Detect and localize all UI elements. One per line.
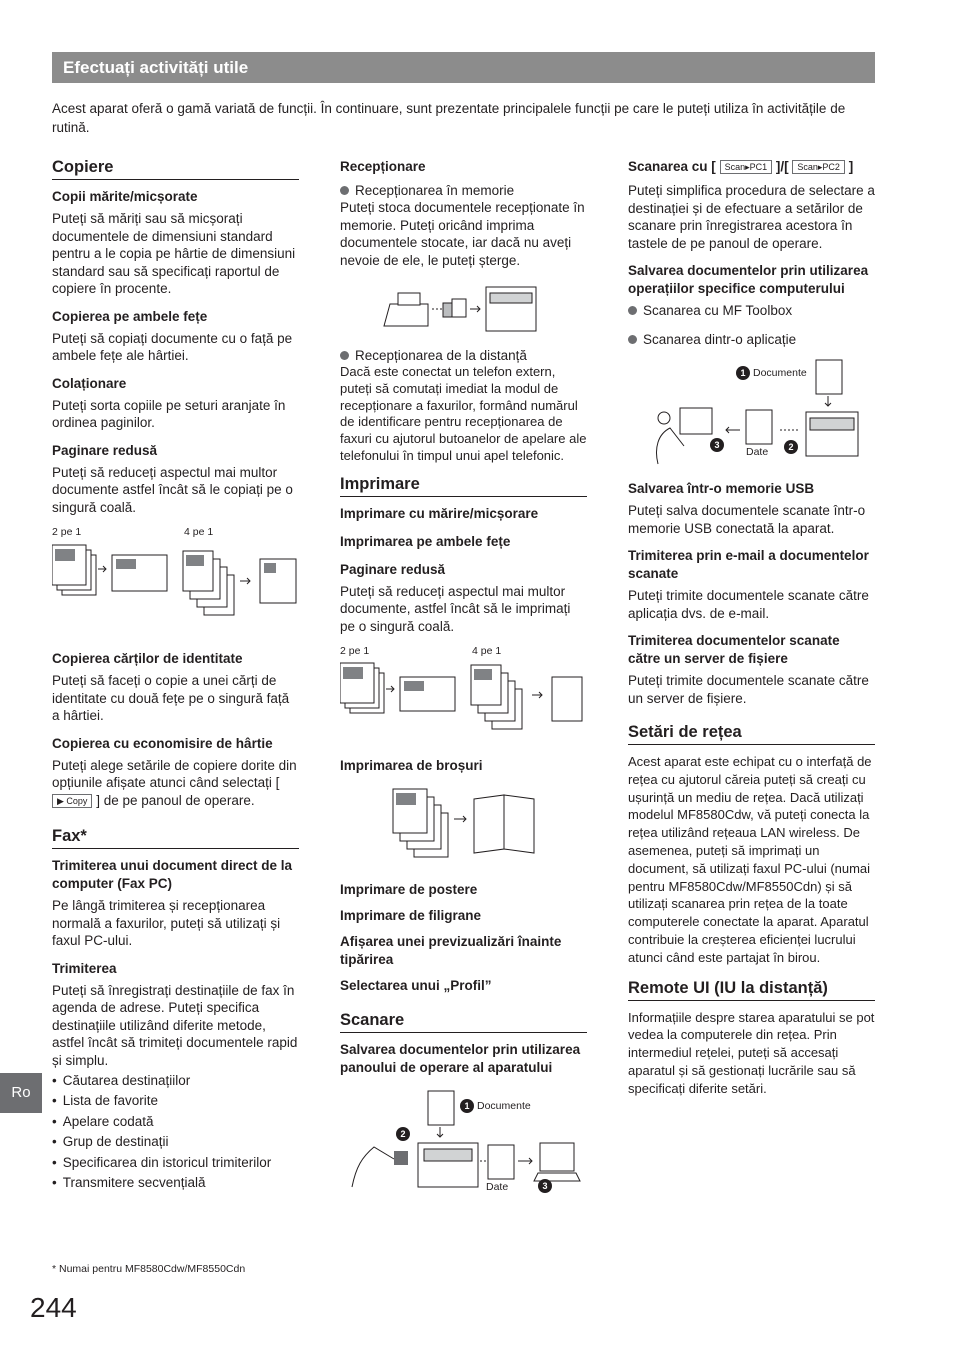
scan-pc-b2: [628, 331, 875, 348]
remote-text: Informațiile despre starea aparatului se pot vedea la computerele din rețea. Prin intermediul rețelei, puteți să accesați aparatul și să gestionați lucrările sau să specificați diferite setări.: [628, 1009, 875, 1096]
scan-panel-figure: [340, 1087, 587, 1197]
scan-pc-b1-label: Scanarea cu MF Toolbox: [643, 303, 793, 318]
receptionare-b2: [340, 347, 587, 364]
receptionare-b2-label: Recepționarea de la distanță: [355, 348, 527, 363]
imprimare-s2-title: Imprimarea pe ambele fețe: [340, 533, 511, 549]
fig-date-label: Date: [746, 446, 769, 458]
fax-s2-title: Trimiterea: [52, 960, 117, 976]
imprimare-s4-title: Imprimarea de broșuri: [340, 758, 483, 774]
copiere-heading: Copiere: [52, 158, 299, 180]
nup-figure-copy: [52, 526, 299, 636]
copiere-s6-text: [52, 757, 299, 810]
receptionare-b1-text: Puteți stoca documentele recepționate în memorie. Puteți oricând imprima documentele stocate, iar dacă nu aveți nevoie de ele, le puteți șterge.: [340, 200, 585, 268]
copiere-s6-text-b: ] de pe panoul de operare.: [96, 792, 255, 808]
copiere-s1-title: Copii mărite/micșorate: [52, 189, 198, 204]
bullet-dot-icon: [340, 351, 349, 360]
column-middle: [340, 158, 587, 1197]
scan-key-text: Puteți simplifica procedura de selectare a destinației și de efectuare a setărilor de scanare prin înregistrarea acestora în tastele de pe panoul de operare.: [628, 183, 875, 251]
nup-illustration: [52, 541, 299, 636]
label-2in1: 2 pe 1: [340, 645, 370, 658]
server-title: Trimiterea documentelor scanate către un server de fișiere: [628, 633, 840, 666]
step-number-2: 2: [396, 1127, 410, 1141]
bullet-dot-icon: [340, 186, 349, 195]
email-title: Trimiterea prin e-mail a documentelor scanate: [628, 548, 869, 581]
column-right: [628, 158, 875, 1108]
imprimare-s5-title: Imprimare de postere: [340, 882, 478, 898]
receptionare-b1: [340, 182, 587, 199]
scan-pc1-key: Scan▸PC1: [720, 160, 773, 174]
list-item: • Specificarea din istoricul trimiterilor: [52, 1153, 299, 1173]
list-item: • Apelare codată: [52, 1112, 299, 1132]
copiere-s5-title: Copierea cărților de identitate: [52, 651, 243, 666]
fax-heading: Fax*: [52, 827, 299, 849]
copiere-s1-text: Puteți să măriți sau să micșorați documentele de dimensiuni standard pentru a le copia pe hârtie de dimensiuni standard sau să specificați raportul de copiere în procente.: [52, 211, 296, 296]
imprimare-heading: Imprimare: [340, 475, 587, 497]
scan-key-title-a: Scanarea cu [: [628, 159, 716, 174]
scanare-s1-title: Salvarea documentelor prin utilizarea panoului de operare al aparatului: [340, 1042, 581, 1076]
server-text: Puteți trimite documentele scanate către un server de fișiere.: [628, 673, 869, 706]
copiere-s3-text: Puteți sorta copiile pe seturi aranjate în ordinea paginilor.: [52, 397, 286, 430]
nup-figure-print: [340, 645, 587, 745]
bullet-dot-icon: [628, 306, 637, 315]
copy-key: [52, 794, 92, 808]
scan-pc-b2-label: Scanarea dintr-o aplicație: [643, 332, 797, 347]
language-tab: Ro: [0, 1073, 42, 1113]
section-banner: [52, 52, 875, 83]
banner-title: Efectuați activități utile: [63, 58, 249, 77]
copiere-s6-title: Copierea cu economisire de hârtie: [52, 735, 273, 751]
fig-date-label: Date: [486, 1181, 509, 1194]
receptionare-b2-text: Dacă este conectat un telefon extern, puteți să comutați imediat la modul de recepționare a faxurilor, formând numărul de identificare pentru recepționarea de faxuri cu ajutorul butoanelor de apelare ale telefonului în timpul unui apel telefonic.: [340, 364, 587, 463]
label-4in1: 4 pe 1: [472, 645, 502, 658]
scan-key-title-mid: ]/[: [775, 159, 789, 174]
copiere-s2-text: Puteți să copiați documente cu o față pe ambele fețe ale hârtiei.: [52, 330, 293, 363]
fax-s1-text: Pe lângă trimiterea și recepționarea normală a faxurilor, puteți să utilizați și faxul PC-ului.: [52, 898, 281, 948]
copiere-s6-text-a: Puteți alege setările de copiere dorite din opțiunile afișate atunci când selectați [: [52, 757, 297, 790]
copy-key-label: Copy: [66, 795, 88, 806]
scanare-heading: Scanare: [340, 1011, 587, 1033]
usb-title: Salvarea într-o memorie USB: [628, 481, 815, 496]
scan-pc-b1: [628, 302, 875, 319]
list-item: • Grup de destinații: [52, 1132, 299, 1152]
label-4in1: 4 pe 1: [184, 526, 214, 538]
booklet-illustration: [340, 779, 587, 869]
email-text: Puteți trimite documentele scanate către aplicația dvs. de e-mail.: [628, 588, 869, 621]
copy-key-icon: ▶: [57, 795, 67, 806]
scan-pc-title: Salvarea documentelor prin utilizarea operațiilor specifice computerului: [628, 263, 869, 296]
copiere-s4-title: Paginare redusă: [52, 442, 158, 458]
copiere-s2-title: Copierea pe ambele fețe: [52, 308, 208, 324]
list-item: • Căutarea destinațiilor: [52, 1071, 299, 1091]
imprimare-s1-title: Imprimare cu mărire/micșorare: [340, 505, 539, 521]
label-2in1: 2 pe 1: [52, 526, 82, 538]
remote-heading: Remote UI (IU la distanță): [628, 979, 875, 1001]
fig-documente-label: Documente: [477, 1100, 531, 1113]
scan-pc-figure: [628, 358, 875, 468]
intro-text: Acest aparat oferă o gamă variată de funcții. În continuare, sunt prezentate principalele funcții pe care le puteți utiliza în activitățile de rutină.: [52, 101, 846, 135]
scan-key-title-b: ]: [848, 159, 854, 174]
fig-documente-label: Documente: [753, 367, 807, 379]
bullet-dot-icon: [628, 335, 637, 344]
imprimare-s6-title: Imprimare de filigrane: [340, 908, 482, 924]
imprimare-s7-title: Afișarea unei previzualizări înainte tipărirea: [340, 934, 562, 968]
scan-pc2-key: Scan▸PC2: [792, 160, 845, 174]
imprimare-s8-title: Selectarea unui „Profil”: [340, 978, 492, 994]
list-item: • Lista de favorite: [52, 1091, 299, 1111]
copiere-s4-text: Puteți să reduceți aspectul mai multor documente astfel încât să le copiați pe o singură coală.: [52, 464, 293, 515]
imprimare-s3-title: Paginare redusă: [340, 561, 446, 577]
step-number-3: 3: [710, 438, 724, 452]
list-item: • Transmitere secvențială: [52, 1173, 299, 1193]
copiere-s3-title: Colaționare: [52, 375, 127, 391]
page-number: 244: [30, 1292, 77, 1323]
step-number-2: 2: [784, 440, 798, 454]
fax-s2-text: Puteți să înregistrați destinațiile de fax în agenda de adrese. Puteți specifica destinațiile utilizând diferite metode, astfel încât să trimiteți documentele rapid și simplu.: [52, 982, 298, 1068]
imprimare-s3-text: Puteți să reduceți aspectul mai multor documente, astfel încât să le imprimați pe o singură coală.: [340, 583, 571, 634]
scan-key-title: [628, 158, 875, 176]
fax-s1-title: Trimiterea unui document direct de la computer (Fax PC): [52, 858, 293, 891]
receptionare-b1-label: Recepționarea în memorie: [355, 183, 515, 198]
column-left: [52, 158, 299, 1193]
fax-send-list: [52, 1071, 299, 1193]
receptionare-heading: Recepționare: [340, 159, 426, 174]
retea-heading: Setări de rețea: [628, 723, 875, 745]
step-number-1: 1: [736, 366, 750, 380]
step-number-3: 3: [538, 1179, 552, 1193]
footnote: * Numai pentru MF8580Cdw/MF8550Cdn: [52, 1263, 246, 1275]
retea-text: Acest aparat este echipat cu o interfață de rețea cu ajutorul căreia puteți să creați cu ușurință un mediu de rețea. Dacă utilizați modelul MF8580Cdw, vă puteți conecta la rețea utilizând rețeaua LAN wireless. De asemenea, puteți să imprimați un document, să utilizați faxul PC-ului (numai pentru MF8580Cdw/MF8550Cdn) și să utilizați scanarea prin rețea de la toate computerele conectate la aparat. Aparatul contribuie la creșterea eficienței lucrului atunci când este partajat în birou.: [628, 754, 872, 965]
fax-memory-illustration: [340, 279, 587, 339]
copiere-s5-text: Puteți să faceți o copie a unei cărți de identitate cu două fețe pe o singură față a hârtiei.: [52, 673, 290, 723]
usb-text: Puteți salva documentele scanate într-o memorie USB conectată la aparat.: [628, 503, 866, 536]
nup-illustration: [340, 659, 587, 741]
step-number-1: 1: [460, 1099, 474, 1113]
